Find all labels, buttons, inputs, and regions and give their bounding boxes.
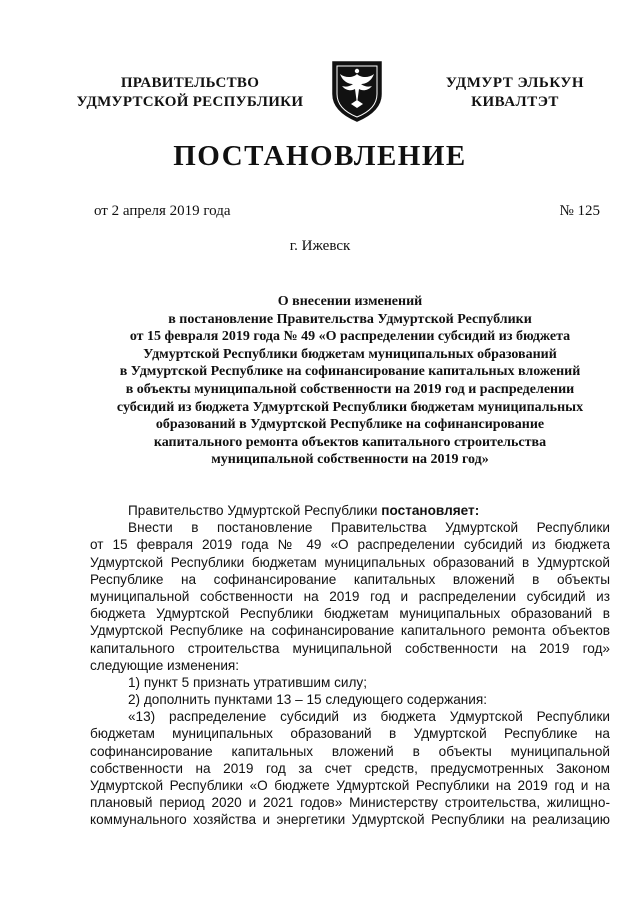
- subject-line: О внесении изменений: [277, 294, 423, 309]
- body-line: бюджета Удмуртской Республики бюджетам муниципальных образований в: [90, 606, 610, 622]
- gov-ru-line2: УДМУРТСКОЙ РЕСПУБЛИКИ: [76, 94, 304, 110]
- government-name-russian: [70, 74, 310, 112]
- subject-line: от 15 февраля 2019 года № 49 «О распределении субсидий из бюджета: [129, 329, 571, 345]
- subject-line: в объекты муниципальной собственности на 2019 год и распределении: [125, 381, 575, 397]
- body-line: капитального строительства муниципальной собственности на 2019 год»: [90, 640, 610, 656]
- intro-verb: постановляет:: [381, 503, 480, 518]
- intro-line: [90, 502, 610, 519]
- body-line: «13) распределение субсидий из бюджета Удмуртской Республики: [128, 709, 610, 725]
- gov-ru-line1: ПРАВИТЕЛЬСТВО: [120, 75, 260, 91]
- body-lines: [90, 519, 610, 828]
- body-line: коммунального хозяйства и энергетики Удмуртской Республики на реализацию: [90, 812, 610, 828]
- body-line: от 15 февраля 2019 года № 49 «О распределении субсидий из бюджета: [90, 537, 610, 553]
- body-line: Удмуртской Республики бюджетам муниципальных образований в Удмуртской: [90, 554, 610, 570]
- document-number: № 125: [559, 203, 600, 219]
- subject-line: в постановление Правительства Удмуртской Республики: [168, 311, 532, 327]
- body-line: Удмуртской Республики «О бюджете Удмуртской Республики на 2019 год и на: [90, 778, 610, 793]
- gov-ud-line2: КИВАЛТЭТ: [471, 94, 559, 110]
- document-date: от 2 апреля 2019 года: [94, 203, 231, 219]
- body-line: Внести в постановление Правительства Удмуртской Республики: [128, 520, 610, 536]
- document-header: [0, 60, 640, 130]
- body-line: 2) дополнить пунктами 13 – 15 следующего содержания:: [128, 692, 487, 708]
- document-city: г. Ижевск: [289, 238, 351, 254]
- udmurt-coat-of-arms-icon: [329, 60, 385, 122]
- body-line: бюджетам муниципальных образований в Удмуртской Республике на: [90, 726, 610, 742]
- document-body: [90, 502, 610, 829]
- document-title: ПОСТАНОВЛЕНИЕ: [173, 140, 467, 172]
- body-line: собственности на 2019 год за счет средств, предусмотренных Законом: [90, 760, 610, 776]
- body-line: Удмуртской Республике на софинансирование капитального ремонта объектов: [90, 623, 610, 639]
- body-line: плановый период 2020 и 2021 годов» Министерству строительства, жилищно-: [90, 795, 610, 811]
- subject-line: муниципальной собственности на 2019 год»: [211, 452, 489, 468]
- body-line: софинансирование капитальных вложений в объекты муниципальной: [90, 743, 610, 759]
- body-line: следующие изменения:: [90, 657, 240, 673]
- subject-line: субсидий из бюджета Удмуртской Республики бюджетам муниципальных: [116, 399, 584, 415]
- body-line: муниципальной собственности на 2019 год и распределении субсидий из: [90, 588, 610, 604]
- gov-ud-line1: УДМУРТ ЭЛЬКУН: [445, 75, 585, 91]
- document-subject: [90, 293, 610, 469]
- subject-line: капитального ремонта объектов капитального строительства: [153, 434, 547, 450]
- government-name-udmurt: [430, 74, 600, 112]
- subject-line: в Удмуртской Республике на софинансирование капитальных вложений: [119, 364, 581, 380]
- body-line: 1) пункт 5 признать утратившим силу;: [128, 674, 367, 690]
- body-line: Республике на софинансирование капитальных вложений в объекты: [90, 571, 610, 587]
- subject-line: образований в Удмуртской Республике на софинансирование: [155, 417, 545, 433]
- intro-text: Правительство Удмуртской Республики: [128, 503, 382, 518]
- subject-line: Удмуртской Республики бюджетам муниципальных образований: [143, 346, 557, 362]
